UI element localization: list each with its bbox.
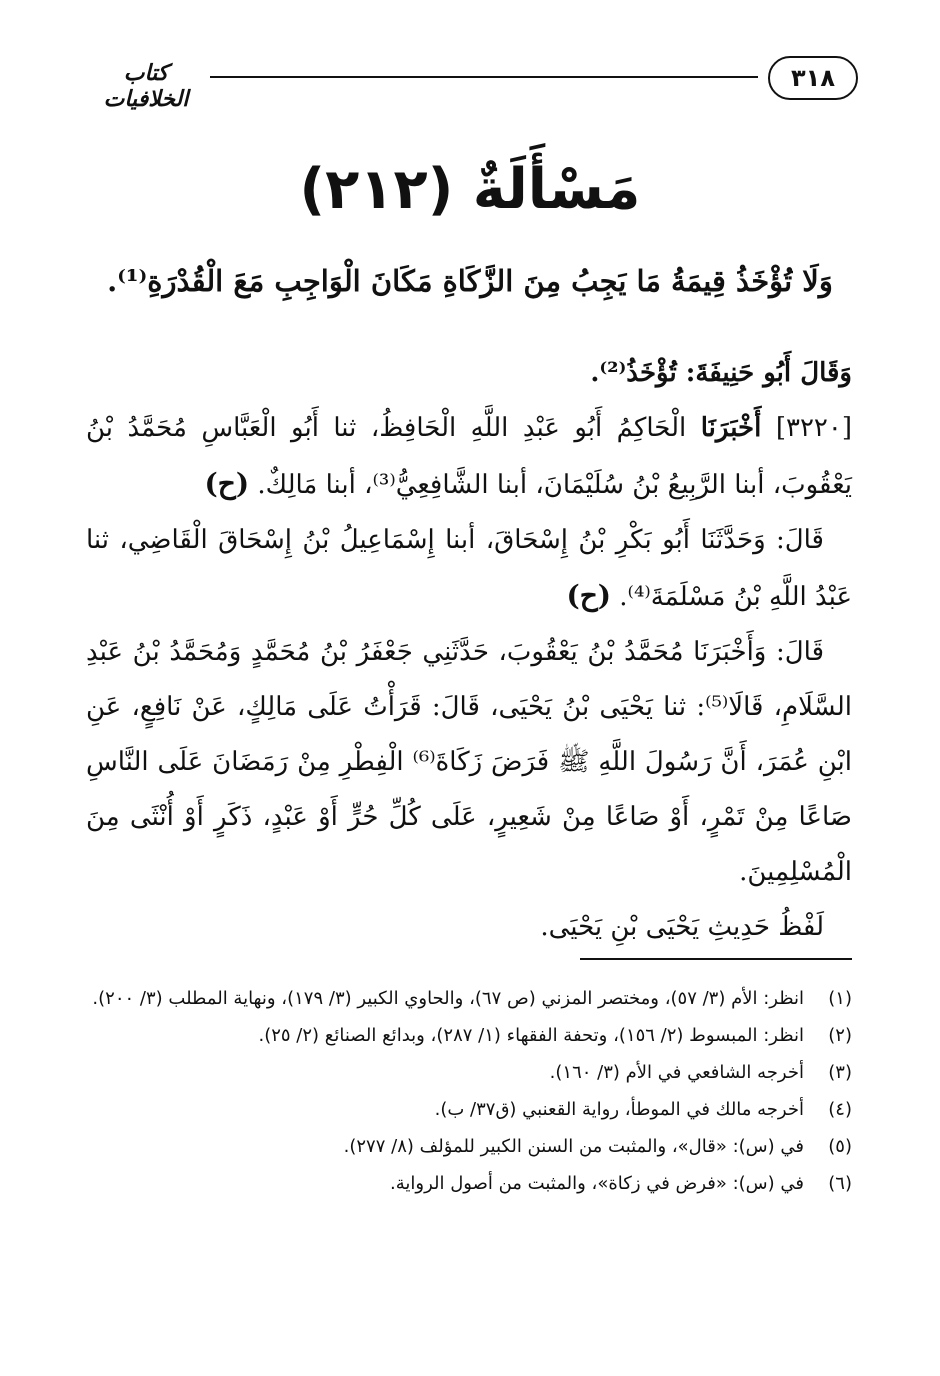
footnote — [86, 1165, 852, 1202]
issue-rule: وَلَا تُؤْخَذُ قِيمَةُ مَا يَجِبُ مِنَ الزَّكَاةِ مَكَانَ الْوَاجِبِ مَعَ الْقُدْرَةِ⁽¹⁾. — [107, 264, 833, 298]
running-title: كتاب الخلافيات — [103, 60, 189, 112]
footnote — [86, 1017, 852, 1054]
paragraph-hadith-3220 — [86, 401, 852, 513]
footnote-text: انظر: الأم (٣/ ٥٧)، ومختصر المزني (ص ٦٧)، والحاوي الكبير (٣/ ١٧٩)، ونهاية المطلب (٣/ ٢٠٠). — [92, 988, 804, 1009]
footnote-text: في (س): «قال»، والمثبت من السنن الكبير للمؤلف (٨/ ٢٧٧). — [343, 1136, 804, 1157]
footnote-number: (١) — [828, 988, 852, 1009]
footnote-text: أخرجه الشافعي في الأم (٣/ ١٦٠). — [549, 1062, 804, 1083]
page-header — [88, 52, 858, 112]
page-number: ٣١٨ — [768, 56, 858, 100]
footnote — [86, 980, 852, 1017]
paragraph-lafz: لَفْظُ حَدِيثِ يَحْيَى بْنِ يَحْيَى. — [540, 912, 824, 942]
footnote-text: انظر: المبسوط (٢/ ١٥٦)، وتحفة الفقهاء (١/ ٢٨٧)، وبدائع الصنائع (٢/ ٢٥). — [258, 1025, 804, 1046]
issue-title: مَسْأَلَةٌ (٢١٢) — [299, 157, 641, 222]
tahwil-mark: (ح) — [566, 579, 612, 612]
footnote — [86, 1054, 852, 1091]
isnad-text-2: قَالَ: وَحَدَّثَنَا أَبُو بَكْرِ بْنُ إِسْحَاقَ، أبنا إِسْمَاعِيلُ بْنُ إِسْحَاقَ الْقَاضِي، ثنا عَبْدُ اللَّهِ بْنُ مَسْلَمَةَ⁽⁴⁾. — [86, 525, 852, 612]
footnote-number: (٢) — [828, 1025, 852, 1046]
paragraph-hadith-matn: قَالَ: وَأَخْبَرَنَا مُحَمَّدُ بْنُ يَعْقُوبَ، حَدَّثَنِي جَعْفَرُ بْنُ مُحَمَّدٍ وَمُحَمَّدُ بْنُ عَبْدِ السَّلَامِ، قَالَا⁽⁵⁾: ثنا يَحْيَى بْنُ يَحْيَى، قَالَ: قَرَأْتُ عَلَى مَالِكٍ، عَنْ نَافِعٍ، عَنِ ابْنِ عُمَرَ، أَنَّ رَسُولَ اللَّهِ ﷺ فَرَضَ زَكَاةَ⁽⁶⁾ الْفِطْرِ مِنْ رَمَضَانَ عَلَى النَّاسِ صَاعًا مِنْ تَمْرٍ، أَوْ صَاعًا مِنْ شَعِيرٍ، عَلَى كُلِّ حُرٍّ أَوْ عَبْدٍ، ذَكَرٍ أَوْ أُنْثَى مِنَ الْمُسْلِمِينَ. — [86, 637, 852, 887]
hadith-number: [٣٢٢٠] — [775, 413, 853, 443]
footnote-text: أخرجه مالك في الموطأ، رواية القعنبي (ق٣٧/ ب). — [434, 1099, 804, 1120]
isnad-text-1: الْحَاكِمُ أَبُو عَبْدِ اللَّهِ الْحَافِظُ، ثنا أَبُو الْعَبَّاسِ مُحَمَّدُ بْنُ يَعْقُوبَ، أبنا الرَّبِيعُ بْنُ سُلَيْمَانَ، أبنا الشَّافِعِيُّ⁽³⁾، أبنا مَالِكٌ. — [86, 413, 852, 500]
footnotes — [86, 980, 852, 1202]
main-text — [86, 346, 852, 955]
footnote-number: (٣) — [828, 1062, 852, 1083]
footnote — [86, 1091, 852, 1128]
header-divider — [210, 76, 758, 78]
footnote — [86, 1128, 852, 1165]
footnote-number: (٤) — [828, 1099, 852, 1120]
paragraph-isnad-2 — [86, 513, 852, 625]
footnote-number: (٥) — [828, 1136, 852, 1157]
footnote-number: (٦) — [828, 1173, 852, 1194]
akhbarana-word: أَخْبَرَنَا — [700, 413, 762, 443]
footnote-text: في (س): «فرض في زكاة»، والمثبت من أصول الرواية. — [390, 1173, 804, 1194]
tahwil-mark: (ح) — [204, 467, 250, 500]
paragraph-abu-hanifa: وَقَالَ أَبُو حَنِيفَةَ: تُؤْخَذُ⁽²⁾. — [590, 358, 852, 388]
footnote-separator — [580, 958, 852, 960]
